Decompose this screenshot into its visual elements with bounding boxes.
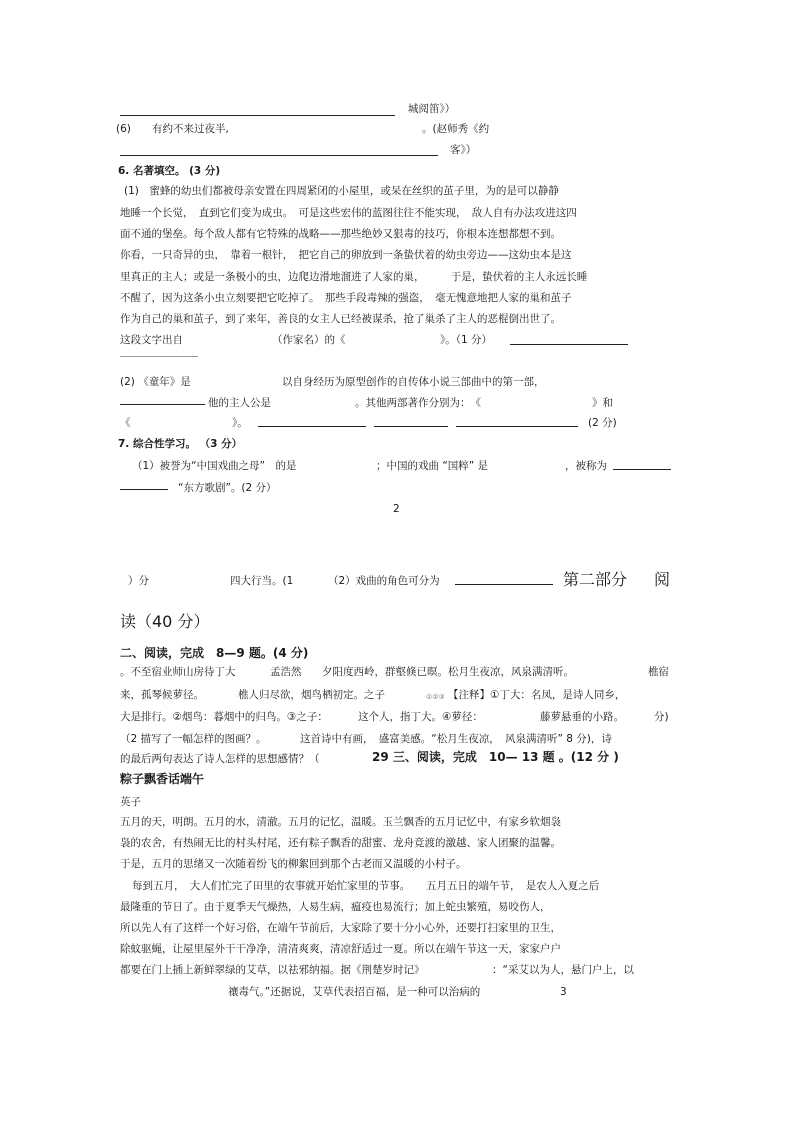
poem-line: 樵宿: [648, 666, 669, 678]
question-line: 。其他两部著作分别为： 《: [355, 397, 481, 409]
poem-line: 樵人归尽欲，烟鸟栖初定。之子: [238, 689, 385, 701]
text-line: 。(赵师秀《约: [422, 123, 490, 135]
text-line: 四大行当。(1: [230, 575, 294, 587]
section-heading: 29 三、阅读，完成 10— 13 题 。(12 分 ): [372, 750, 619, 764]
article-line: ：“采艾以为人，悬门户上，以: [492, 964, 634, 976]
text-line: 城阅笛》）: [408, 103, 456, 115]
score-label: (2 分): [588, 417, 617, 429]
passage-line: 面不通的堡垒。每个敌人都有它特殊的战略——那些绝妙又狠毒的技巧，你根本连想都想不到。: [120, 228, 561, 240]
article-line: 五月的天，明朗。五月的水，清澈。五月的记忆，温暖。玉兰飘香的五月记忆中，有家乡软烟袅: [120, 816, 561, 828]
answer-line: [258, 426, 366, 427]
text-line: 客》）: [450, 144, 477, 156]
question-line: ；中国的戏曲 “国粹” 是: [376, 460, 489, 472]
question-line: 的最后两句表达了诗人怎样的思想感情？（: [120, 753, 320, 765]
question-title: 7. 综合性学习。 （3 分）: [118, 438, 243, 450]
article-line: 除蚊驱蝇，让屋里屋外干干净净，清清爽爽，清凉舒适过一夏。所以在端午节这一天，家家户户: [120, 943, 561, 955]
text-line: 有约不来过夜半,: [152, 123, 229, 135]
answer-line: [456, 426, 578, 427]
article-line: 都要在门上插上新鲜翠绿的艾草，以祛邪纳福。据《荆楚岁时记》: [120, 964, 425, 976]
passage-line: 里真正的主人；或是一条极小的虫，边爬边滑地溜进了人家的巢， 于是，蛰伏着的主人永远长睡: [120, 271, 588, 283]
question-line: “东方歌剧”。(2 分）: [178, 482, 277, 494]
passage-line: 地睡一个长觉， 直到它们变为成虫。 可是这些宏伟的蓝图往往不能实现， 敌人自有办法攻进这四: [120, 207, 577, 219]
article-title: 粽子飘香话端午: [120, 772, 205, 786]
page-number: 2: [393, 503, 400, 515]
item-number: (6): [116, 123, 131, 135]
question-line: （2 描写了一幅怎样的图画？。: [120, 733, 267, 745]
poem-line: 来，孤琴候萝径。: [120, 689, 204, 701]
passage-line: 你看，一只奇异的虫， 靠着一根针， 把它自己的卵放到一条蛰伏着的幼虫旁边——这幼虫本是这: [120, 249, 572, 261]
passage-line: (1) 蜜蜂的幼虫们都被母亲安置在四周紧闭的小屋里，或呆在丝织的茧子里，为的是可以静静: [124, 185, 559, 197]
article-line: 最隆重的节日了。由于夏季天气燥热，人易生病，瘟疫也易流行；加上蛇虫繁殖，易咬伤人，: [120, 901, 551, 913]
question-line: 这首诗中有画， 盛富美感。“松月生夜凉， 风泉满清听” 8 分)，诗: [300, 733, 612, 745]
question-title: 6. 名著填空。 (3 分): [118, 165, 221, 177]
annotation-marks: ①②③: [426, 693, 445, 701]
poem-line: 夕阳度西岭，群壑倏已暝。松月生夜凉，风泉满清听。: [322, 666, 574, 678]
question-line: （1）被誉为“中国戏曲之母” 的是: [132, 460, 297, 472]
answer-line: [120, 115, 395, 116]
annotation-line: 【注释】①丁大：名凤，是诗人同乡，: [448, 689, 626, 701]
question-line: 》。: [232, 417, 248, 429]
annotation-line: 大是排行。②烟鸟：暮烟中的归鸟。③之子：: [120, 711, 328, 723]
article-line: 所以先人有了这样一个好习俗，在端午节前后，大家除了要十分小心外，还要打扫家里的卫生，: [120, 922, 561, 934]
poem-line: 。不至宿业师山房待丁大: [120, 666, 236, 678]
question-line: 他的主人公是: [208, 397, 271, 409]
answer-line: [613, 469, 671, 470]
question-line: (2) 《童年》是: [120, 376, 191, 388]
article-line: 每到五月， 大人们忙完了田里的农事就开始忙家里的节事。 五月五日的端午节， 是农人入夏之后: [132, 880, 600, 892]
article-line: 袅的农舍，有热闹无比的村头村尾，还有粽子飘香的甜蜜、龙舟竞渡的激越、家人团聚的温馨。: [120, 837, 561, 849]
article-author: 英子: [120, 796, 141, 808]
section-heading: 二、阅读，完成 8—9 题。(4 分): [120, 646, 309, 660]
annotation-line: 分): [654, 711, 669, 723]
answer-line: [455, 584, 553, 585]
question-line: 以自身经历为原型创作的自传体小说三部曲中的第一部，: [282, 376, 545, 388]
text-line: （2）戏曲的角色可分为: [328, 575, 440, 587]
question-line: 这段文字出自: [120, 334, 183, 346]
part-heading: 阅: [654, 570, 671, 589]
question-line: 》。（1 分）: [440, 334, 493, 346]
answer-line: [120, 489, 168, 490]
annotation-line: 这个人，指丁大。④萝径：: [358, 711, 483, 723]
question-line: ，被称为: [565, 460, 607, 472]
annotation-line: 藤萝悬垂的小路。: [540, 711, 624, 723]
answer-line: [120, 404, 205, 405]
part-heading: 第二部分: [563, 570, 628, 589]
answer-line: [120, 155, 438, 156]
question-line: （作家名）的《: [272, 334, 346, 346]
article-line: 禳毒气。”还据说，艾草代表招百福，是一种可以治病的: [228, 986, 481, 998]
question-line: 《: [120, 417, 131, 429]
poem-author: 孟浩然: [270, 666, 302, 678]
passage-line: 作为自己的巢和茧子，到了来年，善良的女主人已经被谋杀，抢了巢杀了主人的恶棍倒出世了。: [120, 313, 561, 325]
text-line: ）分: [128, 575, 149, 587]
answer-line: [510, 344, 628, 345]
page-number: 3: [560, 986, 567, 998]
question-line: 》和: [592, 397, 613, 409]
answer-line: [374, 426, 448, 427]
article-line: 于是，五月的思绪又一次随着纷飞的柳絮回到那个古老而又温暖的小村子。: [120, 858, 467, 870]
answer-line: [120, 356, 198, 357]
part-heading: 读（40 分）: [120, 612, 210, 631]
passage-line: 不醒了，因为这条小虫立刻要把它吃掉了。 那些手段毒辣的强盗， 毫无愧意地把人家的巢和茧子: [120, 292, 572, 304]
